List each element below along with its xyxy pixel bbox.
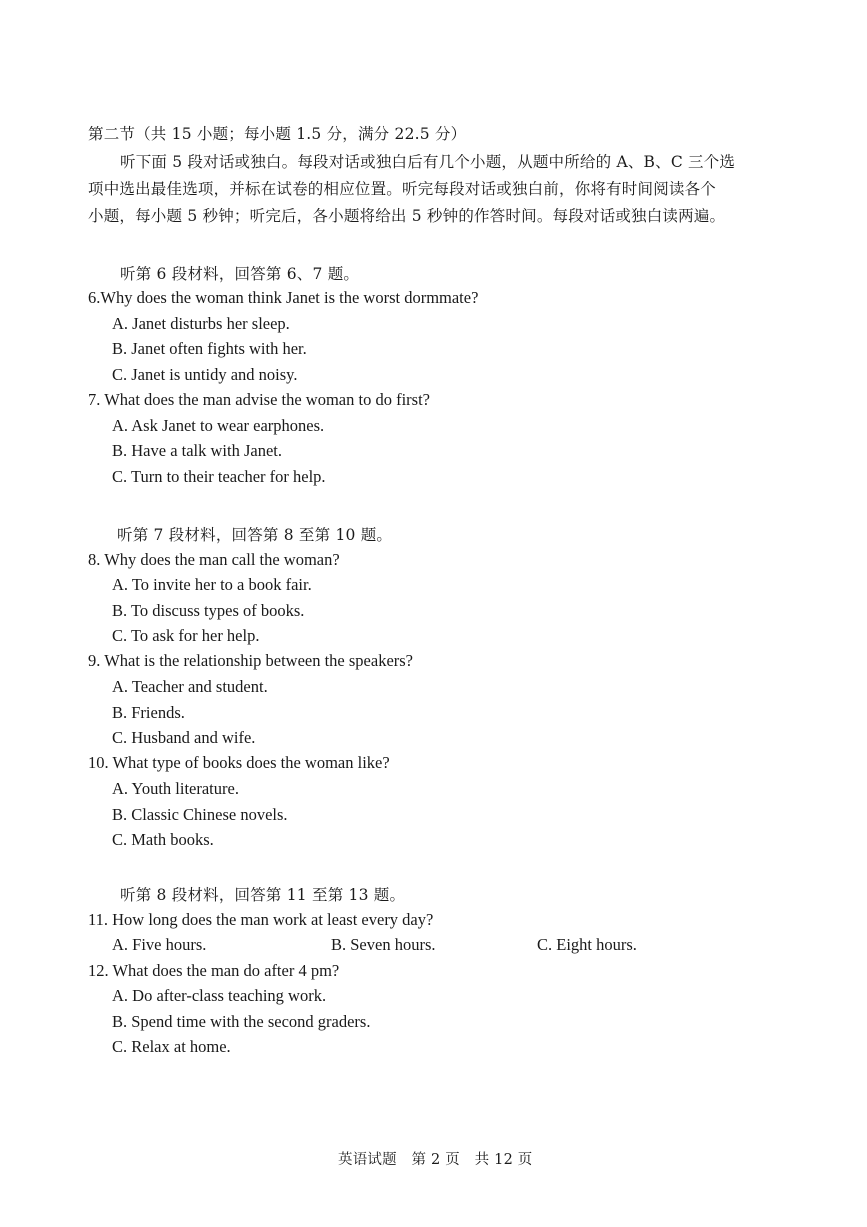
instructions-line-3: 小题，每小题 5 秒钟；听完后，各小题将给出 5 秒钟的作答时间。每段对话或独白读两遍。 — [88, 207, 726, 225]
page-footer: 英语试题 第 2 页 共 12 页 — [338, 1152, 533, 1168]
question-7-option-b: B. Have a talk with Janet. — [112, 441, 282, 460]
question-11-option-b: B. Seven hours. — [331, 935, 436, 954]
question-12-option-a: A. Do after-class teaching work. — [112, 986, 327, 1005]
question-9-option-a: A. Teacher and student. — [112, 677, 268, 696]
question-10-option-c: C. Math books. — [112, 830, 214, 849]
question-6-stem: 6.Why does the woman think Janet is the worst dormmate? — [88, 288, 479, 307]
question-6-option-c: C. Janet is untidy and noisy. — [112, 365, 298, 384]
question-7-stem: 7. What does the man advise the woman to do first? — [88, 390, 430, 409]
question-9-stem: 9. What is the relationship between the speakers? — [88, 651, 414, 670]
question-7-option-a: A. Ask Janet to wear earphones. — [112, 416, 325, 435]
question-8-option-b: B. To discuss types of books. — [112, 601, 305, 620]
question-6-option-a: A. Janet disturbs her sleep. — [112, 314, 290, 333]
question-10-stem: 10. What type of books does the woman like? — [88, 753, 390, 772]
material-7-heading: 听第 7 段材料，回答第 8 至第 10 题。 — [117, 526, 393, 544]
material-8-heading: 听第 8 段材料，回答第 11 至第 13 题。 — [120, 886, 406, 904]
question-11-stem: 11. How long does the man work at least every day? — [88, 910, 434, 929]
question-12-option-b: B. Spend time with the second graders. — [112, 1012, 371, 1031]
question-11-option-a: A. Five hours. — [112, 935, 207, 954]
instructions-line-2: 项中选出最佳选项，并标在试卷的相应位置。听完每段对话或独白前，你将有时间阅读各个 — [88, 180, 717, 198]
question-9-option-c: C. Husband and wife. — [112, 728, 256, 747]
question-8-stem: 8. Why does the man call the woman? — [88, 550, 340, 569]
question-12-stem: 12. What does the man do after 4 pm? — [88, 961, 340, 980]
question-8-option-c: C. To ask for her help. — [112, 626, 260, 645]
question-10-option-a: A. Youth literature. — [112, 779, 239, 798]
section-title: 第二节（共 15 小题；每小题 1.5 分，满分 22.5 分） — [88, 125, 467, 143]
question-12-option-c: C. Relax at home. — [112, 1037, 231, 1056]
question-7-option-c: C. Turn to their teacher for help. — [112, 467, 326, 486]
material-6-heading: 听第 6 段材料，回答第 6、7 题。 — [120, 265, 360, 283]
question-8-option-a: A. To invite her to a book fair. — [112, 575, 312, 594]
question-10-option-b: B. Classic Chinese novels. — [112, 805, 288, 824]
instructions-line-1: 听下面 5 段对话或独白。每段对话或独白后有几个小题，从题中所给的 A、B、C 三个选 — [120, 153, 736, 171]
question-9-option-b: B. Friends. — [112, 703, 185, 722]
question-11-option-c: C. Eight hours. — [537, 935, 637, 954]
question-6-option-b: B. Janet often fights with her. — [112, 339, 307, 358]
